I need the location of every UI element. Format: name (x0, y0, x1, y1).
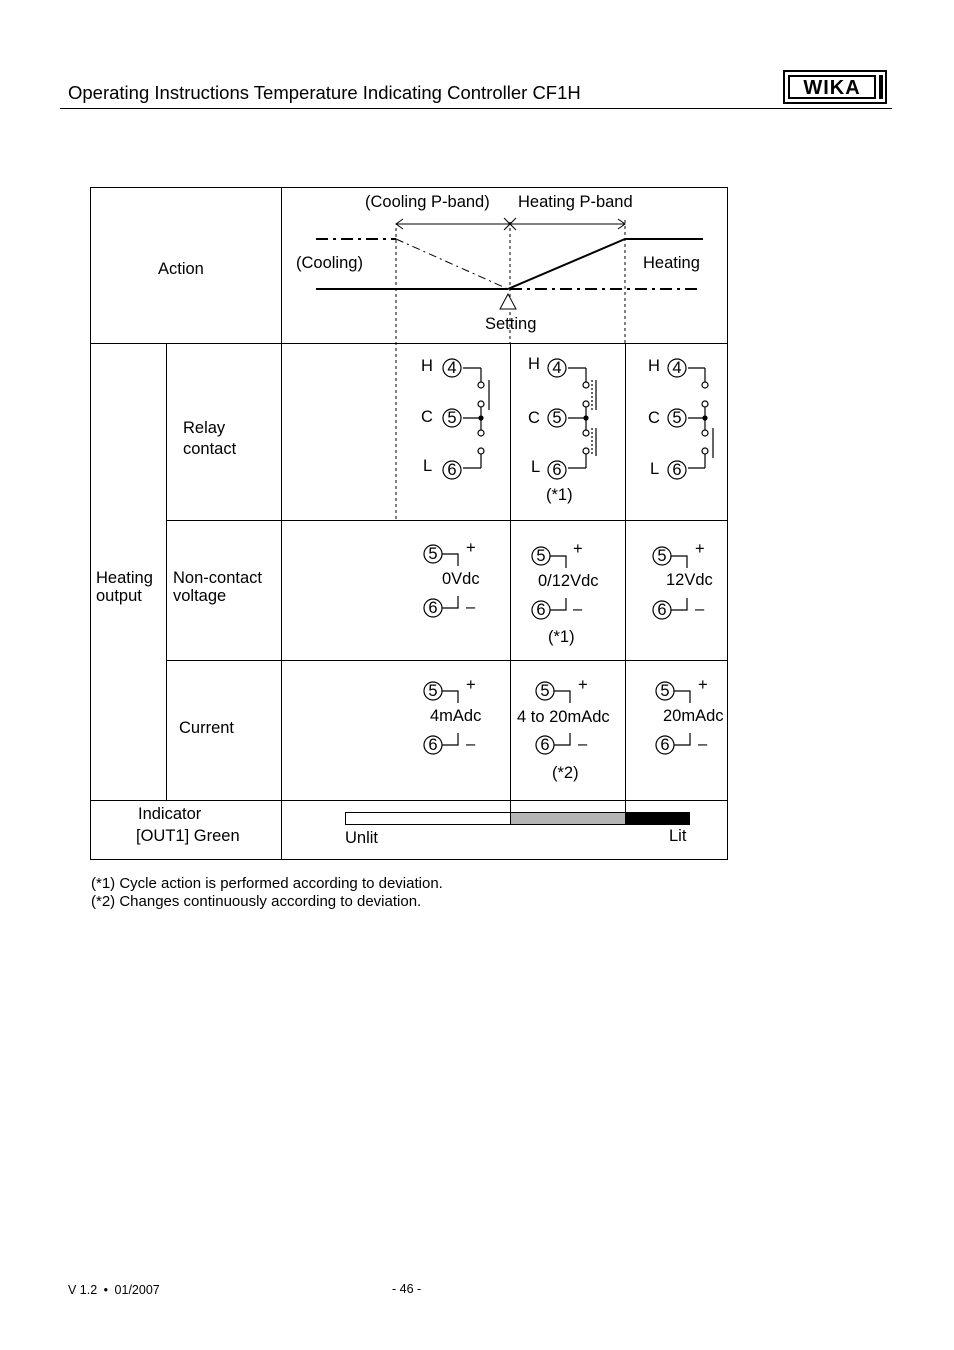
terminal-5-relay3: 5 (672, 409, 682, 427)
relay1-c: C (421, 408, 433, 426)
footnote-1: (*1) Cycle action is performed according to deviation. (91, 875, 443, 892)
terminal-5-curr2: 5 (540, 682, 550, 700)
minus-curr1: – (466, 735, 476, 753)
terminal-5-volt2: 5 (536, 547, 546, 565)
action-label: Action (158, 260, 204, 278)
note2-ref-current: (*2) (552, 764, 579, 782)
out1-green-label: [OUT1] Green (136, 827, 240, 845)
plus-volt2: + (573, 540, 583, 558)
relay-col1 (463, 368, 489, 468)
indicator-label: Indicator (138, 805, 202, 823)
relay1-l: L (423, 457, 433, 475)
minus-volt3: – (695, 600, 705, 618)
date-text: 01/2007 (114, 1283, 160, 1297)
terminal-5-volt1: 5 (428, 545, 438, 563)
lit-label: Lit (669, 827, 687, 845)
voltage-value-2: 0/12Vdc (538, 572, 599, 590)
logo-text: WIKA (788, 75, 876, 99)
relay-col2 (568, 368, 596, 468)
cooling-label: (Cooling) (296, 254, 363, 272)
terminal-4-relay2: 4 (552, 359, 562, 377)
terminal-6-curr2: 6 (540, 736, 550, 754)
terminal-6-relay1: 6 (447, 461, 457, 479)
minus-curr3: – (698, 735, 708, 753)
version-text: V 1.2 (68, 1283, 98, 1297)
relay2-h: H (528, 355, 540, 373)
document-title: Operating Instructions Temperature Indicating Controller CF1H (68, 82, 581, 103)
relay2-c: C (528, 409, 540, 427)
footer-bullet: • (103, 1283, 109, 1297)
terminal-5-curr3: 5 (660, 682, 670, 700)
terminal-6-curr1: 6 (428, 736, 438, 754)
setting-label: Setting (485, 315, 537, 333)
heating-pband-label: Heating P-band (518, 193, 633, 211)
heating-label: Heating (643, 254, 700, 272)
terminal-6-curr3: 6 (660, 736, 670, 754)
indicator-bar (346, 813, 690, 825)
heating-output-label-2: output (96, 587, 142, 605)
minus-curr2: – (578, 735, 588, 753)
non-contact-label-1: Non-contact (173, 569, 262, 587)
current-value-1: 4mAdc (430, 707, 482, 725)
current-value-3: 20mAdc (663, 707, 724, 725)
relay1-h: H (421, 357, 433, 375)
unlit-label: Unlit (345, 829, 379, 847)
terminal-5-curr1: 5 (428, 682, 438, 700)
relay-contact-label-1: Relay (183, 419, 226, 437)
footer-version (68, 1283, 160, 1297)
plus-curr1: + (466, 676, 476, 694)
minus-volt1: – (466, 598, 476, 616)
current-value-2: 4 to 20mAdc (517, 708, 610, 726)
note1-ref-voltage: (*1) (548, 628, 575, 646)
relay3-c: C (648, 409, 660, 427)
terminal-6-relay2: 6 (552, 461, 562, 479)
relay-col3 (688, 368, 713, 468)
terminal-5-relay1: 5 (447, 409, 457, 427)
plus-curr2: + (578, 676, 588, 694)
relay3-h: H (648, 357, 660, 375)
plus-volt3: + (695, 540, 705, 558)
note1-ref-relay: (*1) (546, 486, 573, 504)
non-contact-label-2: voltage (173, 587, 227, 605)
terminal-6-volt1: 6 (428, 599, 438, 617)
voltage-value-3: 12Vdc (666, 571, 713, 589)
heating-output-label-1: Heating (96, 569, 153, 587)
plus-volt1: + (466, 539, 476, 557)
relay2-l: L (531, 458, 541, 476)
page-number: - 46 - (392, 1282, 422, 1296)
relay-contact-label-2: contact (183, 440, 237, 458)
terminal-5-relay2: 5 (552, 409, 562, 427)
cooling-pband-label: (Cooling P-band) (365, 193, 490, 211)
current-label: Current (179, 719, 235, 737)
terminal-6-relay3: 6 (672, 461, 682, 479)
terminal-6-volt3: 6 (657, 601, 667, 619)
voltage-value-1: 0Vdc (442, 570, 480, 588)
footnote-2: (*2) Changes continuously according to deviation. (91, 893, 422, 910)
terminal-5-volt3: 5 (657, 547, 667, 565)
plus-curr3: + (698, 676, 708, 694)
minus-volt2: – (573, 600, 583, 618)
terminal-4-relay3: 4 (672, 359, 682, 377)
relay3-l: L (650, 460, 660, 478)
terminal-4-relay1: 4 (447, 359, 457, 377)
terminal-6-volt2: 6 (536, 601, 546, 619)
